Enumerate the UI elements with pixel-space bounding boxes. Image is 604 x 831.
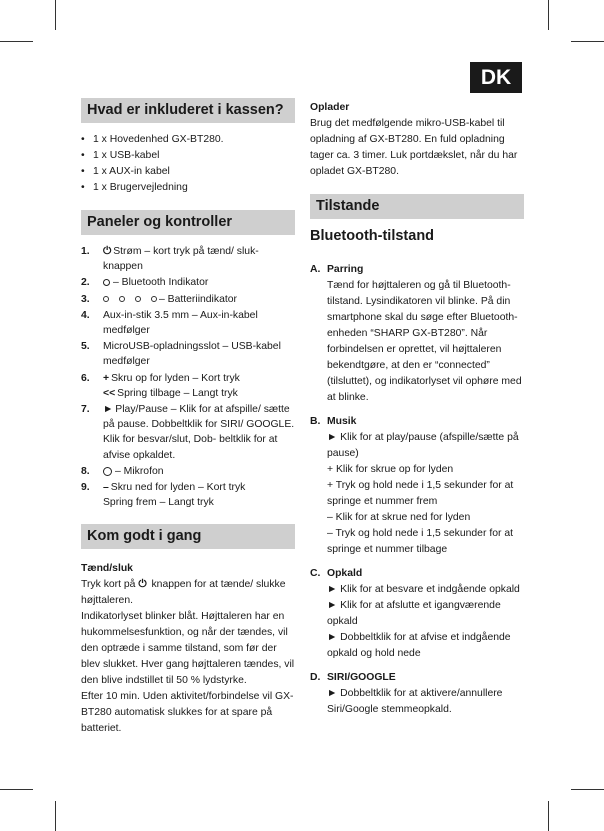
included-heading: Hvad er inkluderet i kassen? [81,98,295,123]
bluetooth-mode-title: Bluetooth-tilstand [310,228,435,244]
crop-mark [0,789,33,790]
list-item: 3. – Batteriindikator [81,293,237,305]
power-icon: ⏻ [138,579,147,591]
list-item: 2. – Bluetooth Indikator [81,277,209,289]
states-heading: Tilstande [310,194,524,219]
bluetooth-indicator-icon [103,279,110,286]
power-paragraph: Tryk kort på ⏻ knappen for at tænde/ slukke højttaleren. [81,579,286,607]
play-icon: ► [103,404,114,416]
rewind-icon: << [103,387,116,399]
list-item: 9. – Skru ned for lyden – Kort tryk Spring frem – Langt tryk [81,482,246,509]
list-item: • 1 x Hovedenhed GX-BT280. [81,132,295,148]
included-list [81,132,295,196]
plus-icon: + [103,372,110,384]
crop-mark [0,41,33,42]
right-column [310,100,524,726]
language-badge: DK [470,62,522,93]
charger-text: Brug det medfølgende mikro-USB-kabel til opladning af GX-BT280. En fuld opladning tager ca. 3 timer. Luk portdækslet, når du har opladet GX-BT280. [310,118,518,177]
list-item: 4. Aux-in-stik 3.5 mm – Aux-in-kabel medfølger [81,309,258,337]
power-icon: ⏻ [103,246,112,257]
crop-mark [548,0,549,30]
music-section: B. Musik ► Klik for at play/pause (afspille/sætte på pause) + Klik for skrue op for lyden + Tryk og hold nede i 1,5 sekunder for at springe et nummer frem – Klik for at skrue ned for lyden – Tryk og hold nede i 1,5 sekunder for at springe et nummer tilbage [310,416,519,555]
left-column [81,98,295,737]
list-item: • 1 x AUX-in kabel [81,164,295,180]
list-item: • 1 x USB-kabel [81,148,295,164]
list-item: 6. + Skru op for lyden – Kort tryk << Spring tilbage – Langt tryk [81,371,295,401]
charger-title: Oplader [310,102,350,113]
minus-icon: – [103,482,109,494]
list-item: 7. ► Play/Pause – Klik for at afspille/ sætte på pause. Dobbeltklik for SIRI/ GOOGLE. Klik for besvar/slut, Dob- beltklik for at afvise opkaldet. [81,404,295,461]
panels-heading: Paneler og kontroller [81,210,295,235]
crop-mark [55,801,56,831]
start-heading: Kom godt i gang [81,524,295,549]
crop-mark [548,801,549,831]
pairing-section: A. Parring Tænd for højttaleren og gå til Bluetooth-tilstand. Lysindikatoren vil blinke. På din smartphone skal du søge efter Bluetooth-enheden “SHARP GX-BT280”. Når forbindelsen er oprettet, vil højttaleren bekendtgøre, at den er “connected” (tilsluttet), og indikatorlyset vil ophøre med at blinke. [310,264,522,403]
list-item: 1. ⏻ Strøm – kort tryk på tænd/ sluk-knappen [81,246,259,273]
memory-paragraph: Indikatorlyset blinker blåt. Højttaleren har en hukommelsesfunktion, og når der tændes, vil den optræde i samme tilstand, som før der blev slukket. Hver gang højttaleren tændes, vil den blive indstillet til 50 % lydstyrke. [81,611,295,687]
crop-mark [55,0,56,30]
list-item: • 1 x Brugervejledning [81,180,295,196]
list-item: 8. – Mikrofon [81,465,164,477]
battery-indicator-icon [103,294,159,305]
siri-google-section: D. SIRI/GOOGLE ► Dobbeltklik for at aktivere/annullere Siri/Google stemmeopkald. [310,672,503,715]
calls-section: C. Opkald ► Klik for at besvare et indgående opkald ► Klik for at afslutte et igangværende opkald ► Dobbeltklik for at afvise et indgående opkald og hold nede [310,568,520,659]
auto-off-paragraph: Efter 10 min. Uden aktivitet/forbindelse vil GX-BT280 automatisk slukkes for at spare på batteriet. [81,691,294,735]
crop-mark [571,41,604,42]
crop-mark [571,789,604,790]
list-item: 5. MicroUSB-opladningsslot – USB-kabel medfølger [81,341,281,368]
power-subtitle: Tænd/sluk [81,563,133,575]
microphone-icon [103,467,112,476]
panels-list [81,244,295,510]
